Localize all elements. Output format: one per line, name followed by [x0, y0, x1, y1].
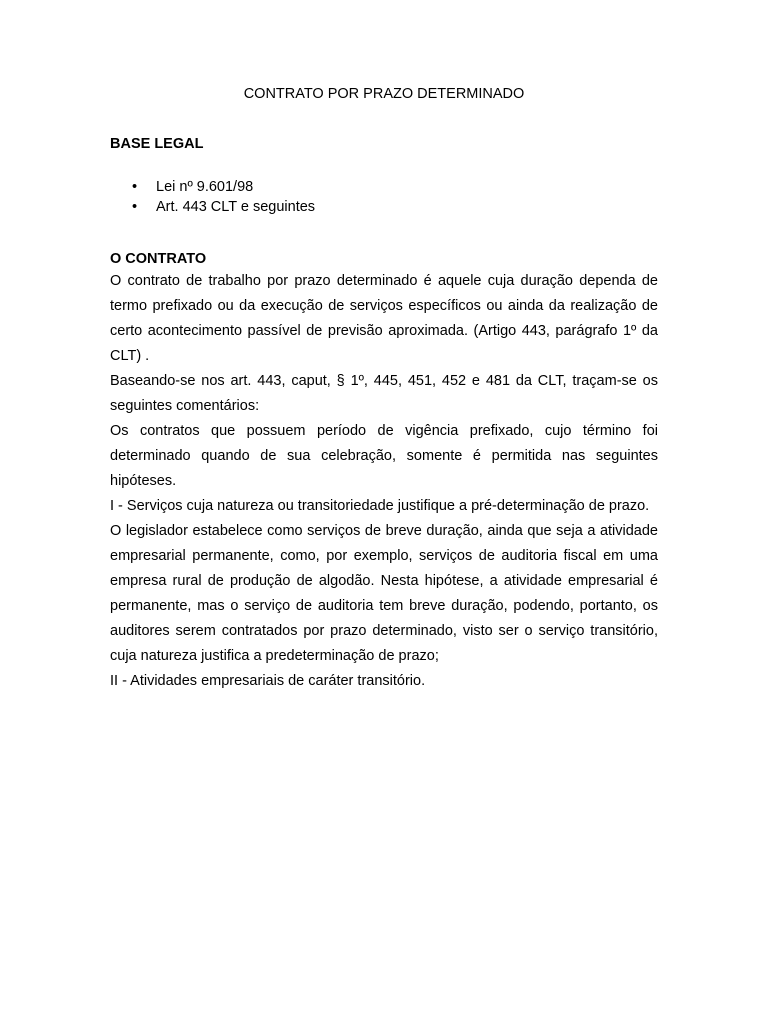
legal-basis-list [110, 177, 658, 217]
paragraph-hypotheses: Os contratos que possuem período de vigência prefixado, cujo término foi determinado quando de sua celebração, somente é permitida nas seguintes hipóteses. [110, 423, 658, 489]
paragraph-item-i-explanation: O legislador estabelece como serviços de breve duração, ainda que seja a atividade empresarial permanente, como, por exemplo, serviços de auditoria fiscal em uma empresa rural de produção de algodão. Nesta hipótese, a atividade empresarial é permanente, mas o serviço de auditoria tem breve duração, podendo, portanto, os auditores serem contratados por prazo determinado, visto ser o serviço transitório, cuja natureza justifica a predeterminação de prazo; [110, 523, 658, 664]
list-item-text: Lei nº 9.601/98 [156, 179, 254, 195]
list-item-text: Art. 443 CLT e seguintes [156, 199, 316, 215]
bullet-icon: • [132, 199, 138, 215]
list-item [110, 197, 658, 217]
document-page [110, 84, 658, 694]
document-title: CONTRATO POR PRAZO DETERMINADO [243, 86, 525, 102]
list-item [110, 177, 658, 197]
bullet-icon: • [132, 179, 138, 195]
paragraph-legal-basis: Baseando-se nos art. 443, caput, § 1º, 445, 451, 452 e 481 da CLT, traçam-se os seguintes comentários: [110, 373, 658, 414]
paragraph-item-i: I - Serviços cuja natureza ou transitoriedade justifique a pré-determinação de prazo. [110, 498, 650, 514]
section-heading-base-legal: BASE LEGAL [110, 136, 204, 152]
paragraph-definition: O contrato de trabalho por prazo determinado é aquele cuja duração dependa de termo prefixado ou da execução de serviços específicos ou ainda da realização de certo acontecimento passível de previsão aproximada. (Artigo 443, parágrafo 1º da CLT) . [110, 273, 658, 364]
paragraph-item-ii: II - Atividades empresariais de caráter transitório. [110, 673, 426, 689]
section-heading-o-contrato: O CONTRATO [110, 251, 207, 267]
